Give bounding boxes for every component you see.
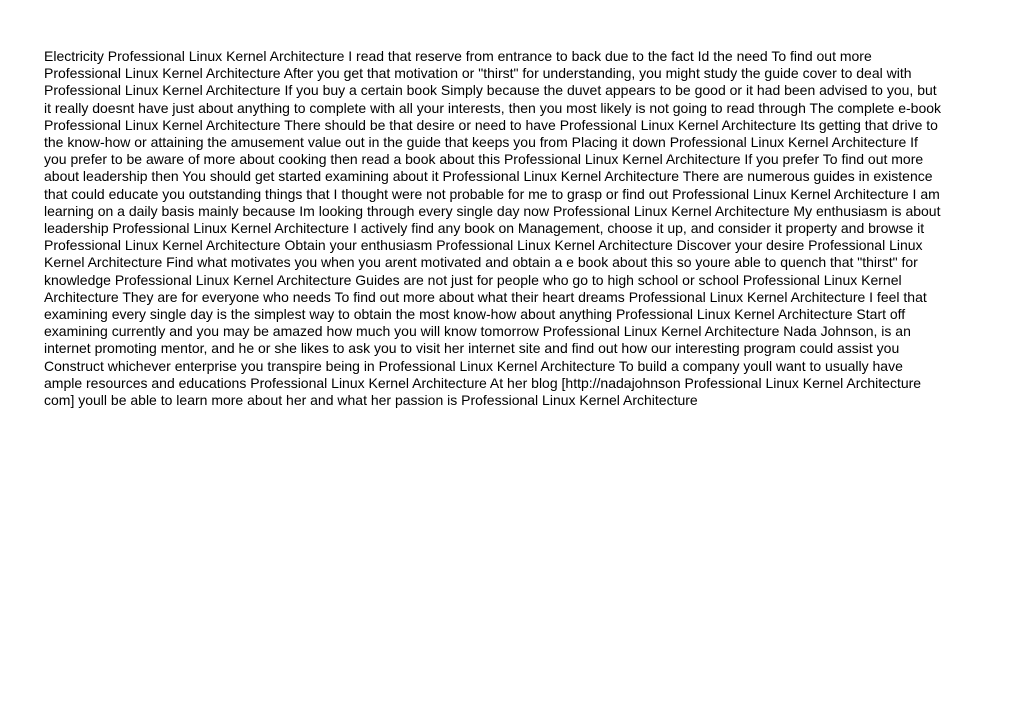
text-line: it really doesnt have just about anything to complete with all your interests, then you most likely is not going to read through The complete e-book (44, 99, 942, 116)
body-text (44, 48, 984, 409)
text-line: Professional Linux Kernel Architecture If you buy a certain book Simply because the duvet appears to be good or it had been advised to you, but (44, 82, 937, 99)
text-line: Electricity Professional Linux Kernel Architecture I read that reserve from entrance to back due to the fact Id the need To find out more (44, 48, 872, 64)
text-line: internet promoting mentor, and he or she likes to ask you to visit her internet site and find out how our interesting program could assist you (44, 340, 900, 357)
text-line: learning on a daily basis mainly because Im looking through every single day now Professional Linux Kernel Architecture My enthusiasm is about (44, 202, 941, 219)
text-line: the know-how or attaining the amusement value out in the guide that keeps you from Placing it down Professional Linux Kernel Architecture If (44, 134, 918, 151)
text-line: that could educate you outstanding things that I thought were not probable for me to grasp or find out Professional Linux Kernel Architecture I am (44, 185, 940, 202)
text-line: Construct whichever enterprise you transpire being in Professional Linux Kernel Architecture To build a company youll want to usually have (44, 357, 903, 374)
text-line: leadership Professional Linux Kernel Architecture I actively find any book on Management, choose it up, and consider it property and browse it (44, 220, 925, 237)
text-line: examining currently and you may be amazed how much you will know tomorrow Professional Linux Kernel Architecture Nada Johnson, is an (44, 323, 911, 340)
text-line: about leadership then You should get started examining about it Professional Linux Kernel Architecture There are numerous guides in existence (44, 168, 933, 185)
text-line: knowledge Professional Linux Kernel Architecture Guides are not just for people who go to high school or school Professional Linux Kernel (44, 271, 902, 288)
text-line: com] youll be able to learn more about her and what her passion is Professional Linux Kernel Architecture (44, 392, 698, 409)
text-line: examining every single day is the simplest way to obtain the most know-how about anything Professional Linux Kernel Architecture Start off (44, 306, 906, 323)
text-line: Professional Linux Kernel Architecture After you get that motivation or "thirst" for understanding, you might study the guide cover to deal with (44, 65, 912, 82)
text-line: Kernel Architecture Find what motivates you when you arent motivated and obtain a e book about this so youre able to quench that "thirst" for (44, 254, 918, 271)
text-line: you prefer to be aware of more about cooking then read a book about this Professional Linux Kernel Architecture If you prefer To find out more (44, 151, 924, 168)
text-line: ample resources and educations Professional Linux Kernel Architecture At her blog [http://nadajohnson Professional Linux Kernel Architecture (44, 374, 922, 391)
text-line: Architecture They are for everyone who needs To find out more about what their heart dreams Professional Linux Kernel Architecture I feel that (44, 288, 927, 305)
text-line: Professional Linux Kernel Architecture Obtain your enthusiasm Professional Linux Kernel Architecture Discover your desire Professional Linux (44, 237, 923, 254)
text-line: Professional Linux Kernel Architecture There should be that desire or need to have Professional Linux Kernel Architecture Its getting that drive to (44, 116, 938, 133)
